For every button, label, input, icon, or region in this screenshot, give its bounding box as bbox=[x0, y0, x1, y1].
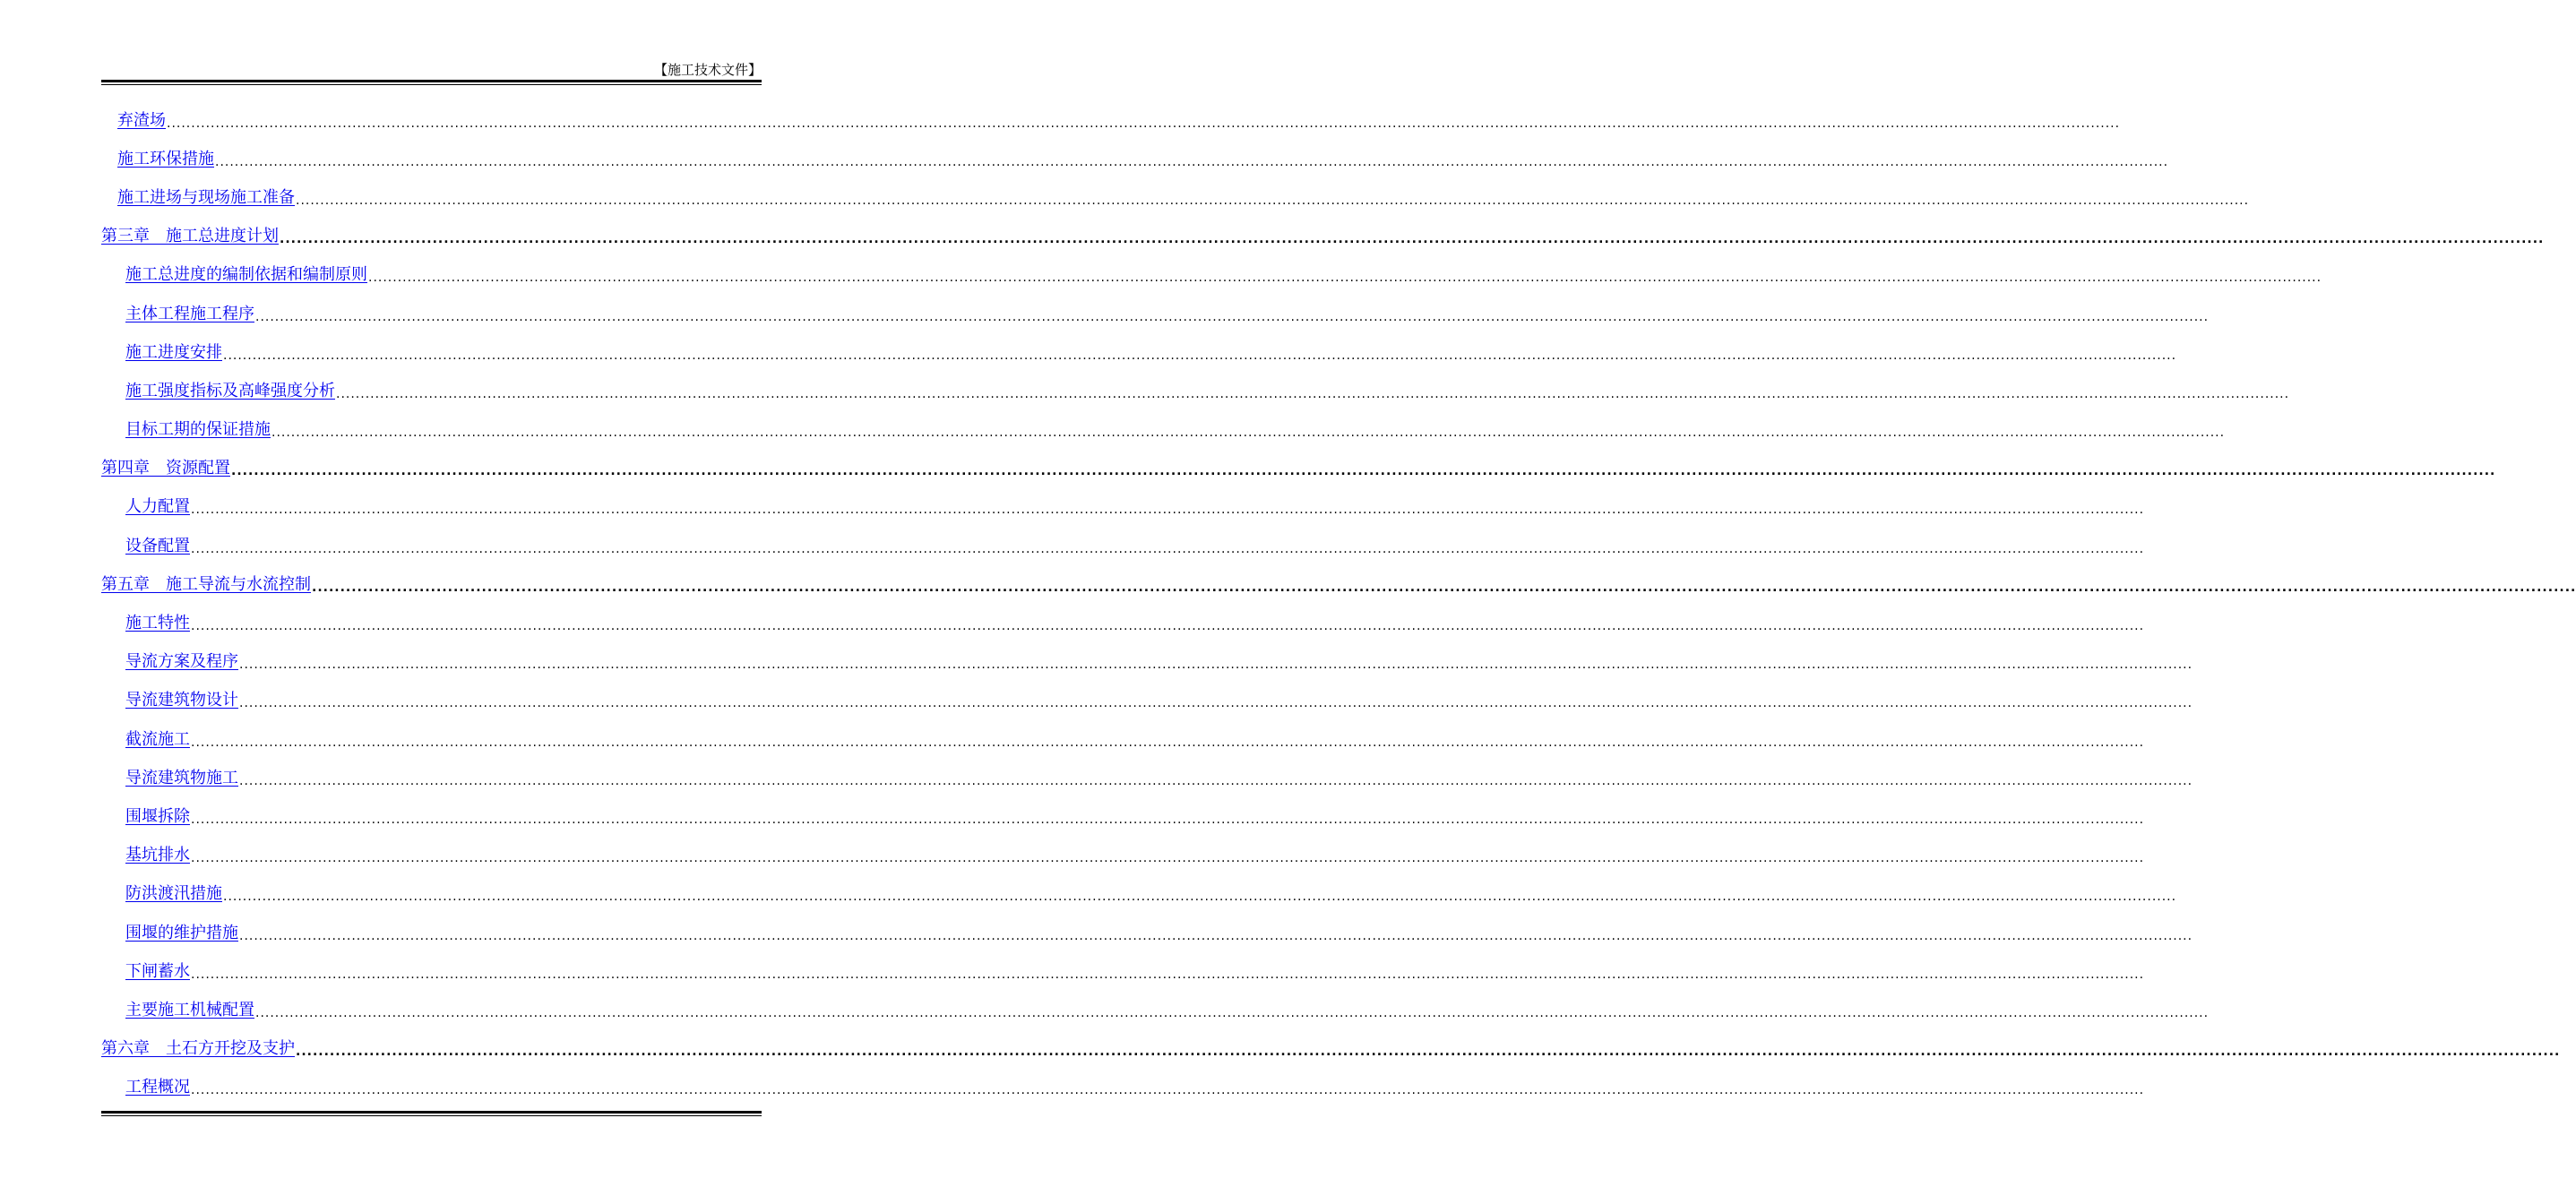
toc-entry-link[interactable] bbox=[101, 806, 190, 828]
dot-leader: ................................................................................................................................................................................................................................................................................................................................................................................................................ bbox=[368, 271, 2322, 286]
toc-entry-title: 围堰拆除 bbox=[125, 806, 190, 826]
toc-entry-title: 主体工程施工程序 bbox=[125, 304, 254, 323]
dot-leader: ................................................................................................................................................................................................................................................................................................................................................................................................................ bbox=[255, 309, 2210, 324]
toc-entry-link[interactable] bbox=[101, 458, 230, 479]
toc-entry-link[interactable] bbox=[101, 187, 295, 209]
toc-entry[interactable] bbox=[101, 295, 2210, 333]
toc-entry-link[interactable] bbox=[101, 961, 190, 983]
toc-entry-title: 施工环保措施 bbox=[117, 149, 214, 168]
dot-leader: ................................................................................................................................................................................................................................................................................................................................................................................................................ bbox=[215, 154, 2169, 169]
dot-leader: ................................................................................................................................................................................................................................................................................................................................................................................................................ bbox=[191, 735, 2145, 750]
toc-entry[interactable] bbox=[101, 527, 2145, 565]
footer-divider bbox=[101, 1111, 762, 1116]
toc-entry-link[interactable] bbox=[101, 923, 238, 944]
toc-entry[interactable] bbox=[101, 643, 2193, 682]
toc-entry-link[interactable] bbox=[101, 226, 279, 247]
toc-entry[interactable] bbox=[101, 991, 2210, 1029]
toc-entry-title: 导流建筑物设计 bbox=[125, 691, 238, 710]
toc-chapter-entry[interactable] bbox=[101, 218, 2545, 256]
toc-entry-title: 主要施工机械配置 bbox=[125, 1000, 254, 1019]
dot-leader: ................................................................................................................................................................................................................................................................................................................................................................................................................ bbox=[167, 116, 2121, 131]
toc-entry-link[interactable] bbox=[101, 1077, 190, 1098]
toc-entry-link[interactable] bbox=[101, 304, 254, 325]
dot-leader: ................................................................................................................................................................................................................................................................................................................................................................................................................ bbox=[336, 386, 2290, 401]
toc-entry-title: 防洪渡汛措施 bbox=[125, 884, 222, 904]
dot-leader: ................................................................................................................................................................................................................................................................................................................................................................................................................ bbox=[239, 696, 2193, 711]
toc-entry-link[interactable] bbox=[101, 768, 238, 789]
dot-leader: ................................................................................................................................................................................................................................................................................................................................................................................................................ bbox=[191, 619, 2145, 634]
table-of-contents bbox=[101, 101, 2576, 1107]
toc-entry-title: 第四章 资源配置 bbox=[101, 459, 230, 478]
toc-chapter-entry[interactable] bbox=[101, 565, 2576, 604]
toc-entry[interactable] bbox=[101, 720, 2145, 759]
toc-entry-link[interactable] bbox=[101, 110, 166, 132]
toc-entry[interactable] bbox=[101, 837, 2145, 875]
toc-entry-title: 施工进场与现场施工准备 bbox=[117, 187, 295, 207]
toc-entry-link[interactable] bbox=[101, 264, 367, 286]
dot-leader: ................................................................................................................................................................................................................................................................................................................................................................................................................ bbox=[191, 541, 2145, 556]
toc-entry[interactable] bbox=[101, 797, 2145, 836]
toc-entry-title: 基坑排水 bbox=[125, 846, 190, 865]
toc-entry-link[interactable] bbox=[101, 651, 238, 673]
toc-entry-title: 施工特性 bbox=[125, 614, 190, 633]
toc-entry-link[interactable] bbox=[101, 419, 271, 441]
toc-entry-title: 设备配置 bbox=[125, 536, 190, 555]
toc-entry-link[interactable] bbox=[101, 149, 214, 170]
dot-leader: ................................................................................................................................................................................................................................................................................................................................................................................................................ bbox=[223, 348, 2177, 363]
toc-entry[interactable] bbox=[101, 140, 2169, 178]
toc-entry[interactable] bbox=[101, 488, 2145, 527]
dot-leader: ................................................................................................................................................................................................................................................................................................................................................................................................................ bbox=[191, 812, 2145, 827]
document-header-label: 【施工技术文件】 bbox=[653, 62, 762, 78]
toc-entry-link[interactable] bbox=[101, 690, 238, 711]
toc-entry-link[interactable] bbox=[101, 1000, 254, 1021]
toc-chapter-entry[interactable] bbox=[101, 450, 2496, 488]
toc-entry-title: 施工总进度的编制依据和编制原则 bbox=[125, 265, 367, 285]
toc-entry-link[interactable] bbox=[101, 613, 190, 634]
toc-entry[interactable] bbox=[101, 604, 2145, 642]
toc-entry[interactable] bbox=[101, 372, 2290, 410]
toc-entry[interactable] bbox=[101, 952, 2145, 991]
toc-entry[interactable] bbox=[101, 411, 2226, 450]
toc-entry-link[interactable] bbox=[101, 574, 311, 596]
toc-entry[interactable] bbox=[101, 178, 2250, 217]
dot-leader: ................................................................................................................................................................................................................................................................................................................................................................................................................ bbox=[296, 193, 2250, 208]
toc-entry[interactable] bbox=[101, 759, 2193, 797]
toc-entry-link[interactable] bbox=[101, 496, 190, 518]
toc-entry-title: 导流建筑物施工 bbox=[125, 768, 238, 787]
toc-entry-title: 下闸蓄水 bbox=[125, 961, 190, 981]
dot-leader: ................................................................................................................................................................................................................................................................................................................................................................................................................ bbox=[312, 580, 2576, 595]
toc-chapter-entry[interactable] bbox=[101, 1030, 2561, 1069]
toc-entry[interactable] bbox=[101, 333, 2177, 372]
dot-leader: ................................................................................................................................................................................................................................................................................................................................................................................................................ bbox=[191, 967, 2145, 982]
dot-leader: ................................................................................................................................................................................................................................................................................................................................................................................................................ bbox=[231, 464, 2496, 479]
toc-entry-link[interactable] bbox=[101, 845, 190, 866]
dot-leader: ................................................................................................................................................................................................................................................................................................................................................................................................................ bbox=[271, 426, 2226, 441]
toc-entry-title: 导流方案及程序 bbox=[125, 652, 238, 672]
toc-entry-link[interactable] bbox=[101, 1038, 295, 1060]
toc-entry-title: 截流施工 bbox=[125, 729, 190, 749]
toc-entry-link[interactable] bbox=[101, 381, 335, 402]
toc-entry-link[interactable] bbox=[101, 883, 222, 905]
toc-entry-link[interactable] bbox=[101, 729, 190, 751]
dot-leader: ................................................................................................................................................................................................................................................................................................................................................................................................................ bbox=[296, 1045, 2561, 1060]
toc-entry-link[interactable] bbox=[101, 536, 190, 557]
toc-entry[interactable] bbox=[101, 256, 2322, 295]
dot-leader: ................................................................................................................................................................................................................................................................................................................................................................................................................ bbox=[191, 503, 2145, 518]
dot-leader: ................................................................................................................................................................................................................................................................................................................................................................................................................ bbox=[191, 1083, 2145, 1098]
toc-entry[interactable] bbox=[101, 1069, 2145, 1107]
toc-entry[interactable] bbox=[101, 914, 2193, 952]
header-divider bbox=[101, 80, 762, 85]
dot-leader: ................................................................................................................................................................................................................................................................................................................................................................................................................ bbox=[239, 658, 2193, 673]
toc-entry-title: 弃渣场 bbox=[117, 110, 166, 130]
toc-entry-title: 第六章 土石方开挖及支护 bbox=[101, 1039, 295, 1059]
dot-leader: ................................................................................................................................................................................................................................................................................................................................................................................................................ bbox=[223, 890, 2177, 905]
dot-leader: ................................................................................................................................................................................................................................................................................................................................................................................................................ bbox=[191, 851, 2145, 866]
toc-entry-title: 工程概况 bbox=[125, 1078, 190, 1097]
toc-entry-title: 目标工期的保证措施 bbox=[125, 420, 271, 440]
toc-entry-title: 施工强度指标及高峰强度分析 bbox=[125, 381, 335, 400]
dot-leader: ................................................................................................................................................................................................................................................................................................................................................................................................................ bbox=[239, 928, 2193, 943]
toc-entry-title: 围堰的维护措施 bbox=[125, 923, 238, 942]
toc-entry-title: 第五章 施工导流与水流控制 bbox=[101, 574, 311, 594]
toc-entry-link[interactable] bbox=[101, 342, 222, 364]
toc-entry[interactable] bbox=[101, 875, 2177, 914]
dot-leader: ................................................................................................................................................................................................................................................................................................................................................................................................................ bbox=[280, 232, 2545, 247]
dot-leader: ................................................................................................................................................................................................................................................................................................................................................................................................................ bbox=[255, 1005, 2210, 1020]
dot-leader: ................................................................................................................................................................................................................................................................................................................................................................................................................ bbox=[239, 773, 2193, 788]
toc-entry-title: 人力配置 bbox=[125, 497, 190, 517]
toc-entry[interactable] bbox=[101, 101, 2121, 140]
toc-entry[interactable] bbox=[101, 682, 2193, 720]
toc-entry-title: 施工进度安排 bbox=[125, 342, 222, 362]
toc-entry-title: 第三章 施工总进度计划 bbox=[101, 227, 279, 246]
